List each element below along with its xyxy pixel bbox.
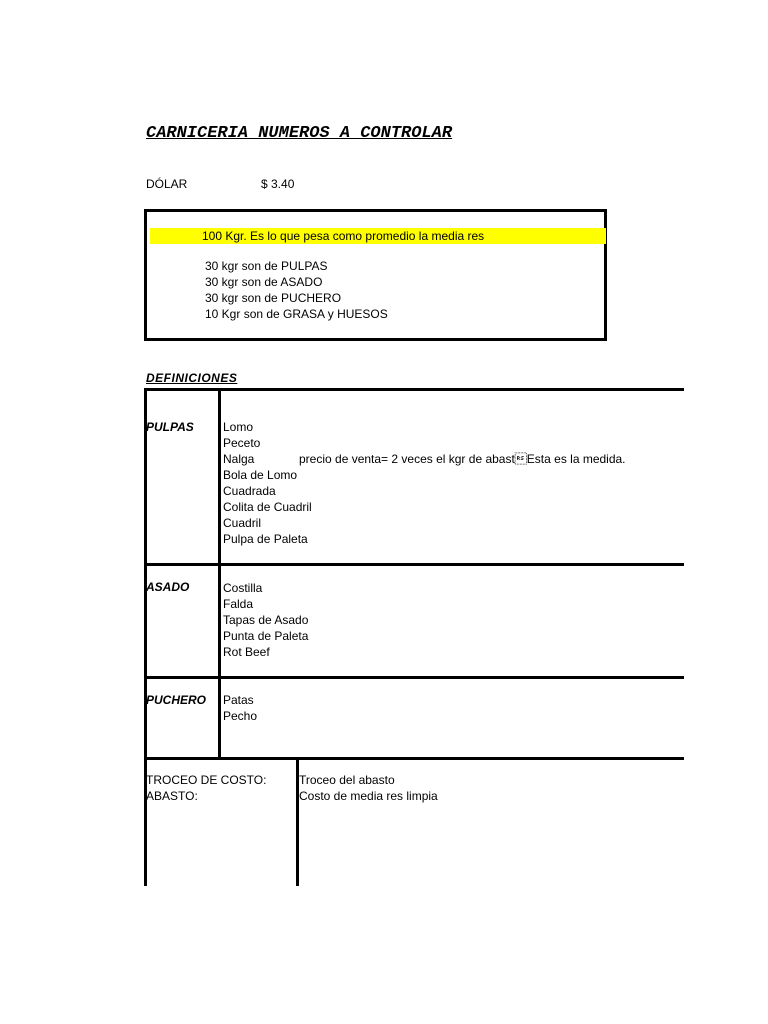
list-item: Pecho bbox=[223, 709, 258, 723]
summary-box bbox=[144, 209, 607, 341]
list-item: Rot Beef bbox=[223, 645, 270, 659]
troceo-value: Troceo del abasto bbox=[299, 773, 395, 787]
list-item: Punta de Paleta bbox=[223, 629, 309, 643]
table-border-top bbox=[144, 388, 684, 391]
pricing-note: precio de venta= 2 veces el kgr de abast Esta es la medida. bbox=[299, 452, 626, 466]
list-item: Tapas de Asado bbox=[223, 613, 309, 627]
item-list-puchero bbox=[223, 692, 257, 724]
summary-line-asado: 30 kgr son de ASADO bbox=[205, 275, 323, 289]
highlight-text: 100 Kgr. Es lo que pesa como promedio la media res bbox=[202, 229, 485, 243]
dolar-value: $ 3.40 bbox=[261, 177, 295, 191]
category-label-pulpas: PULPAS bbox=[146, 420, 194, 434]
abasto-value: Costo de media res limpia bbox=[299, 789, 438, 803]
highlight-row bbox=[150, 228, 606, 244]
category-label-puchero: PUCHERO bbox=[146, 693, 207, 707]
table-divider-asado bbox=[144, 676, 684, 679]
item-list-pulpas bbox=[223, 419, 312, 547]
abasto-label: ABASTO: bbox=[146, 789, 198, 803]
list-item: Peceto bbox=[223, 436, 261, 450]
summary-line-pulpas: 30 kgr son de PULPAS bbox=[205, 259, 328, 273]
list-item: Falda bbox=[223, 597, 254, 611]
list-item: Pulpa de Paleta bbox=[223, 532, 308, 546]
summary-line-grasa: 10 Kgr son de GRASA y HUESOS bbox=[205, 307, 388, 321]
definitions-heading: DEFINICIONES bbox=[146, 371, 238, 385]
list-item: Patas bbox=[223, 693, 254, 707]
page-title: CARNICERIA NUMEROS A CONTROLAR bbox=[146, 124, 453, 143]
troceo-label: TROCEO DE COSTO: bbox=[146, 773, 267, 787]
list-item: Colita de Cuadril bbox=[223, 500, 312, 514]
item-list-asado bbox=[223, 580, 308, 660]
list-item: Cuadrada bbox=[223, 484, 276, 498]
list-item: Costilla bbox=[223, 581, 263, 595]
summary-line-puchero: 30 kgr son de PUCHERO bbox=[205, 291, 342, 305]
list-item: Lomo bbox=[223, 420, 254, 434]
table-column-divider bbox=[218, 388, 221, 760]
dolar-label: DÓLAR bbox=[146, 177, 188, 191]
list-item: Cuadril bbox=[223, 516, 262, 530]
list-item: Nalga bbox=[223, 452, 255, 466]
category-label-asado: ASADO bbox=[146, 580, 190, 594]
table-divider-puchero bbox=[144, 757, 684, 760]
table-border-left bbox=[144, 388, 147, 886]
table-divider-pulpas bbox=[144, 563, 684, 566]
list-item: Bola de Lomo bbox=[223, 468, 298, 482]
